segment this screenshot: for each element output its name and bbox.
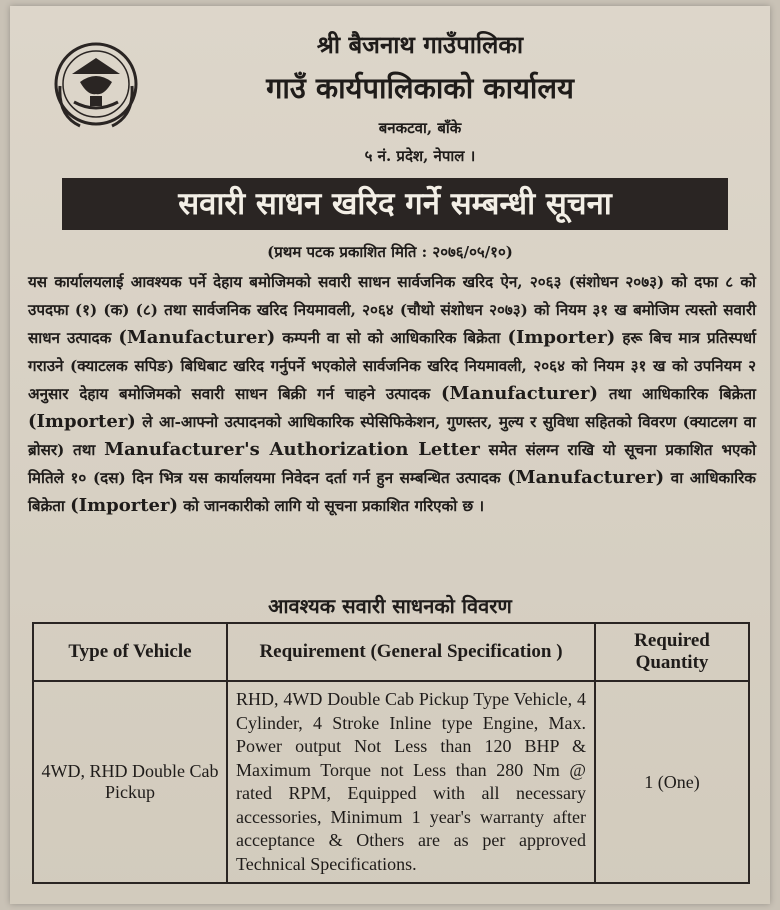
quantity-cell: 1 (One)	[595, 681, 749, 883]
importer-term: (Importer)	[507, 327, 616, 348]
province-location: ५ नं. प्रदेश, नेपाल ।	[364, 147, 476, 165]
body-text: तथा आधिकारिक बिक्रेता	[608, 385, 756, 403]
office-name: गाउँ कार्यपालिकाको कार्यालय	[266, 71, 574, 105]
notice-title-banner: सवारी साधन खरिद गर्ने सम्बन्धी सूचना	[62, 178, 728, 230]
column-header-type: Type of Vehicle	[33, 623, 227, 681]
office-location: बनकटवा, बाँके	[378, 119, 462, 137]
body-text: ले आ-आफ्नो उत्पादनको आधिकारिक स्पेसिफिकेशन, गुणस्तर, मुल्य र सुविधा सहितको विवरण (क्याटलग वा ब्रोसर) तथा	[28, 413, 756, 459]
manufacturer-term: (Manufacturer)	[118, 327, 276, 348]
vehicle-details-heading: आवश्यक सवारी साधनको विवरण	[268, 594, 512, 618]
body-text: को जानकारीको लागि यो सूचना प्रकाशित गरिएको छ ।	[183, 497, 485, 515]
body-text: समेत संलग्न राखि यो सूचना प्रकाशित भएको मितिले १० (दस) दिन भित्र यस कार्यालयमा निवेदन दर्ता गर्न हुन सम्बन्धित उत्पादक	[28, 441, 757, 487]
municipality-name: श्री बैजनाथ गाउँपालिका	[316, 30, 524, 59]
notice-page	[10, 6, 770, 904]
notice-body	[28, 268, 756, 520]
importer-term: (Importer)	[28, 411, 136, 432]
manufacturer-term: (Manufacturer)	[507, 467, 665, 488]
table-row	[33, 681, 749, 883]
column-header-requirement: Requirement (General Specification )	[227, 623, 595, 681]
publish-date: (प्रथम पटक प्रकाशित मिति : २०७६/०५/१०)	[267, 243, 513, 261]
column-header-quantity: Required Quantity	[595, 623, 749, 681]
table-header-row	[33, 623, 749, 681]
requirement-cell: RHD, 4WD Double Cab Pickup Type Vehicle, 4 Cylinder, 4 Stroke Inline type Engine, Max. Power output Not Less than 120 BHP & Maximum Torque not Less than 280 Nm @ rated RPM, Equipped with all necessary accessories, Minimum 1 year's warranty after acceptance & Others are as per approved Technical Specifications.	[227, 681, 595, 883]
body-text: यस कार्यालयलाई आवश्यक पर्ने देहाय बमोजिमको सवारी साधन सार्वजनिक खरिद ऐन, २०६३ (संशोधन २०७३) को दफा ८ को उपदफा (१) (क) (८) तथा सार्वजनिक खरिद नियमावली, २०६४ (चौथो संशोधन २०७३) को नियम ३१ ख बमोजिम त्यस्तो सवारी साधन उत्पादक	[28, 273, 756, 347]
importer-term: (Importer)	[70, 495, 178, 516]
vehicle-spec-table	[32, 622, 750, 884]
manufacturer-term: (Manufacturer)	[441, 383, 598, 404]
body-text: कम्पनी वा सो को आधिकारिक बिक्रेता	[282, 329, 501, 347]
authorization-letter-term: Manufacturer's Authorization Letter	[104, 439, 480, 460]
body-text: हरू बिच मात्र प्रतिस्पर्धा गराउने (क्याटलक सपिङ) बिधिबाट खरिद गर्नुपर्ने भएकोले सार्वजनिक खरिद नियमावली, २०६४ को नियम ३१ ख को उपनियम २ अनुसार देहाय बमोजिमको सवारी साधन बिक्री गर्न चाहने उत्पादक	[28, 329, 757, 403]
vehicle-type-cell: 4WD, RHD Double Cab Pickup	[33, 681, 227, 883]
body-text: वा आधिकारिक बिक्रेता	[28, 469, 756, 515]
